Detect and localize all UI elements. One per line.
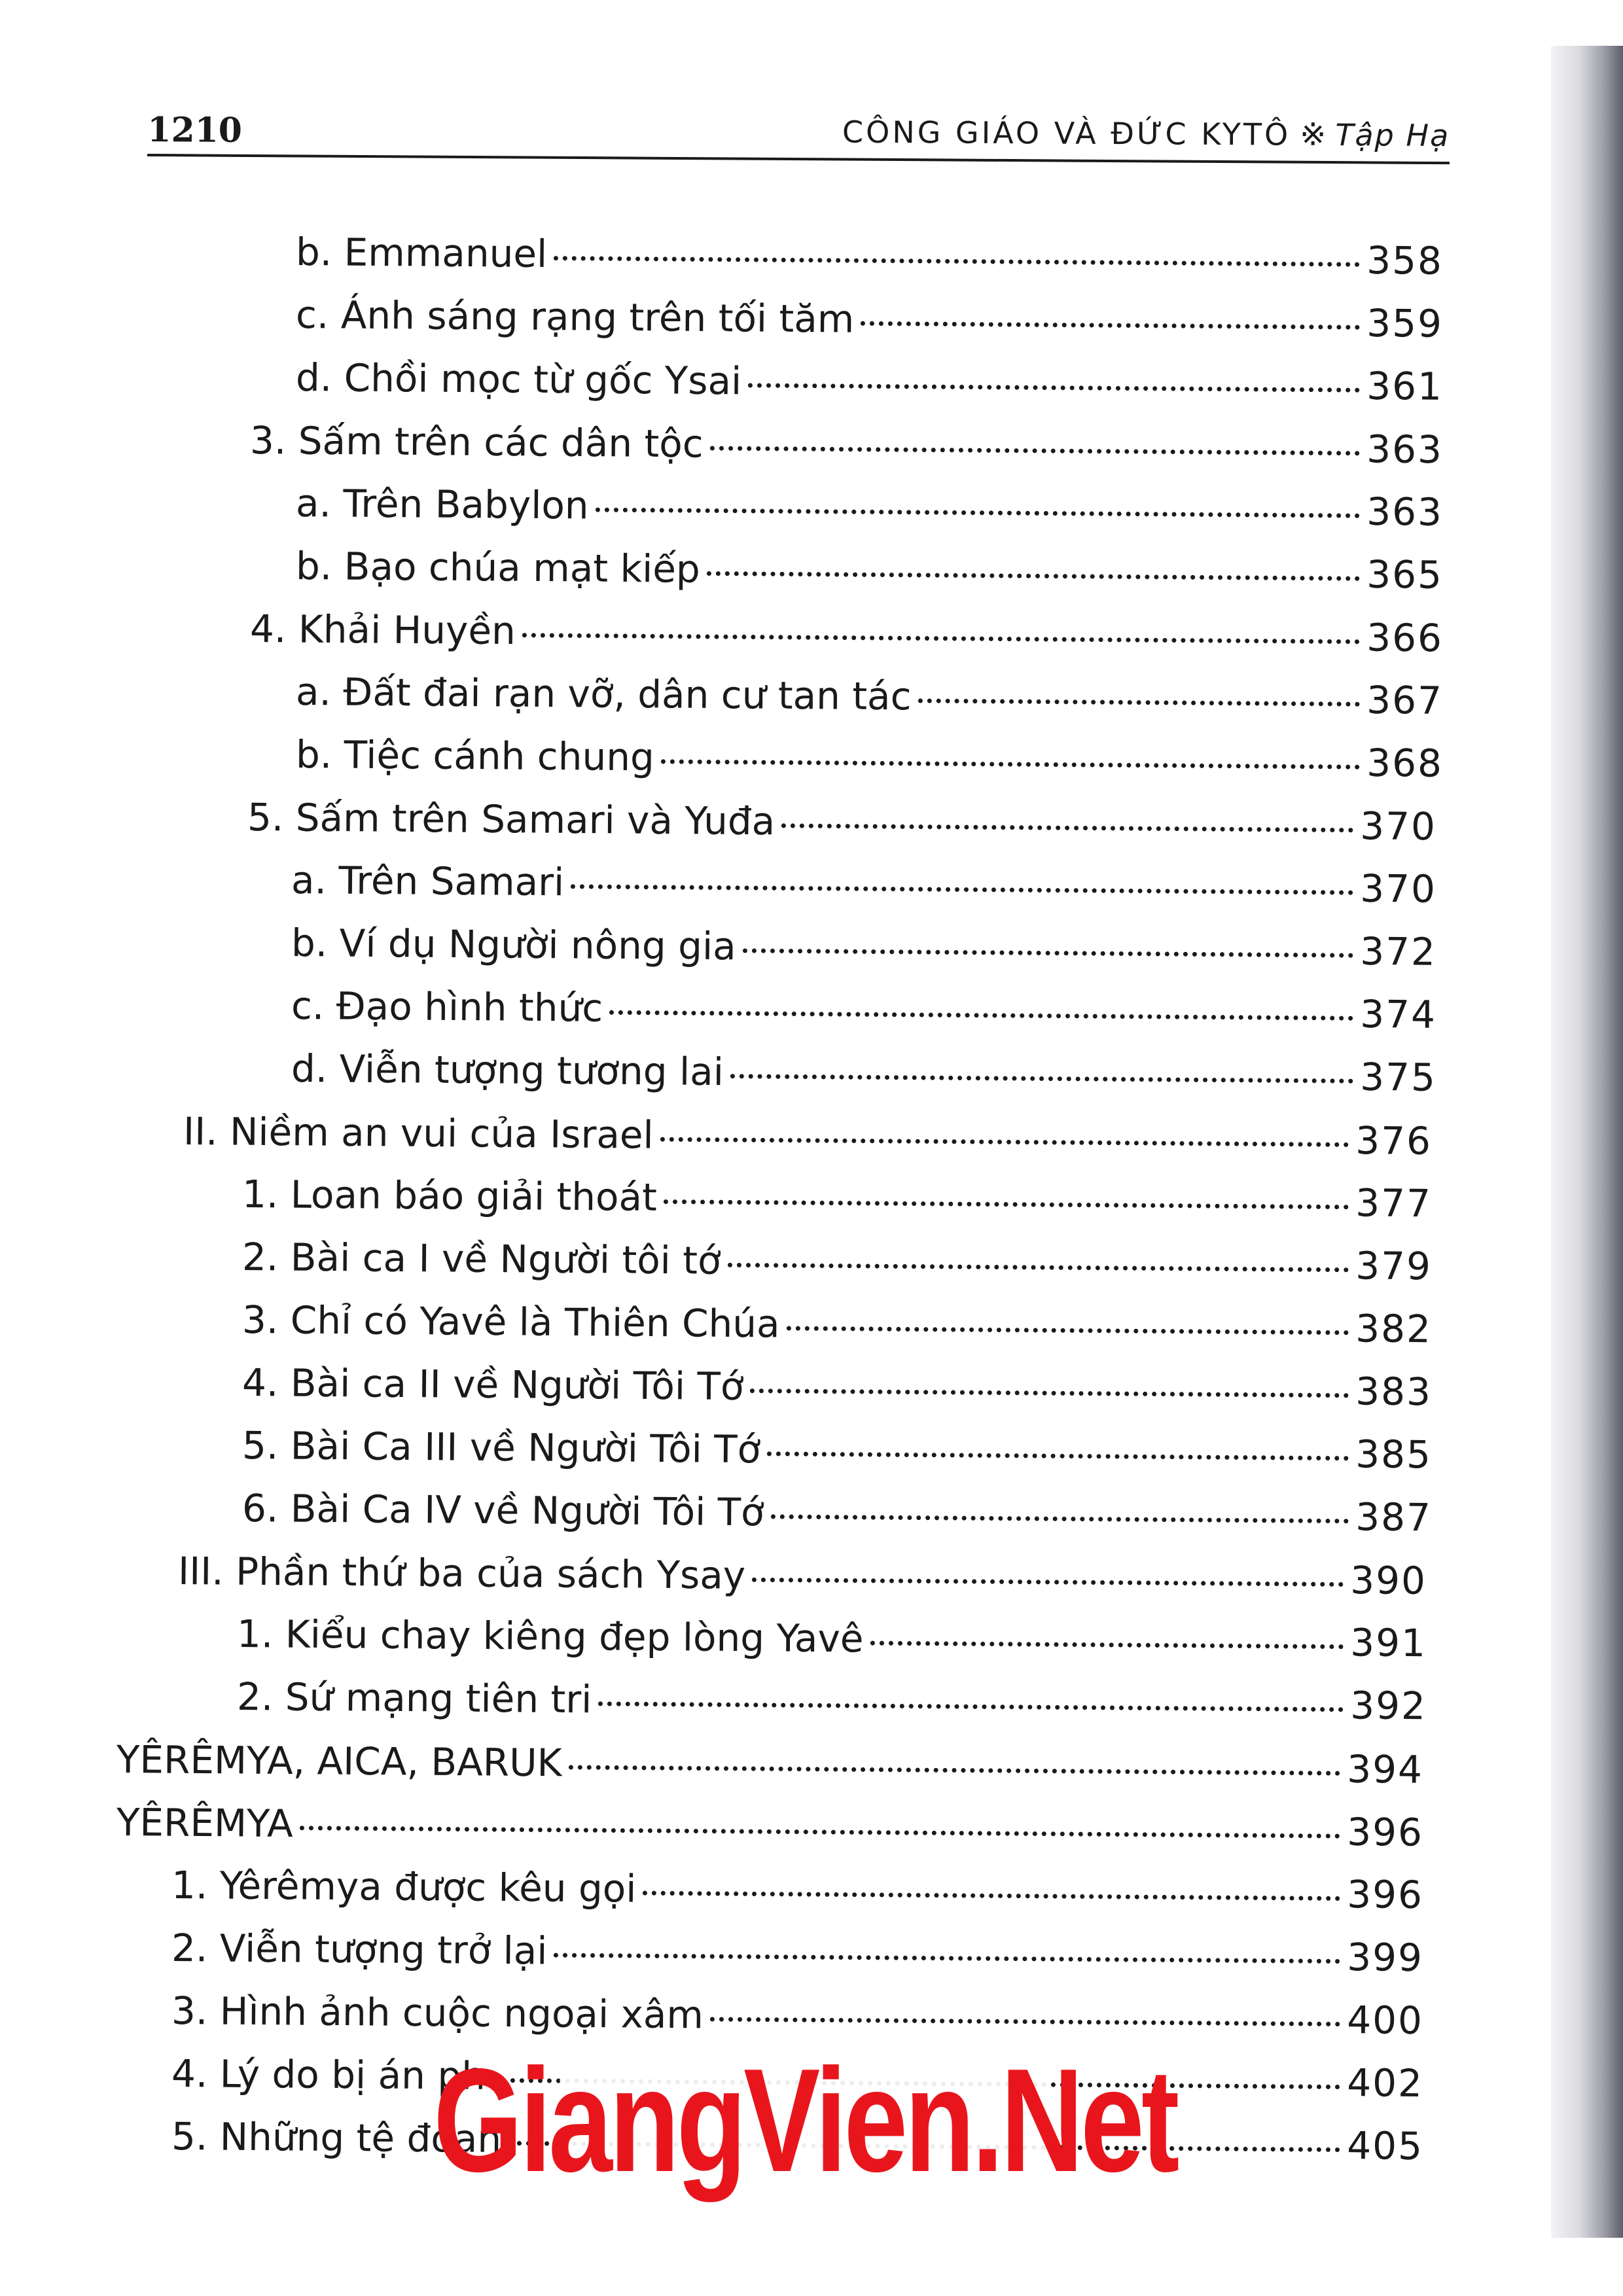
toc-entry-page: 402: [1346, 2060, 1424, 2106]
toc-entry: [242, 1168, 1433, 1229]
toc-entry-page: 374: [1359, 991, 1437, 1037]
toc-entry-page: 365: [1366, 552, 1444, 597]
toc-entry-title: c. Đạo hình thức: [291, 983, 603, 1031]
toc-entry-page: 405: [1346, 2123, 1424, 2169]
toc-entry-page: 394: [1346, 1746, 1424, 1792]
toc-entry-title: 2. Bài ca I về Người tôi tớ: [241, 1235, 721, 1283]
dot-leader: [781, 822, 1353, 832]
toc-entry: [242, 1482, 1433, 1544]
toc-entry-page: 370: [1359, 866, 1437, 911]
toc-entry: [242, 1419, 1433, 1481]
toc-entry: [250, 414, 1444, 476]
toc-entry: [291, 1042, 1437, 1104]
dot-leader: [522, 632, 1360, 644]
toc-entry: [242, 1231, 1433, 1292]
toc-entry: [296, 728, 1444, 790]
toc-entry-title: 4. Khải Huyền: [249, 607, 516, 654]
toc-entry-page: 375: [1359, 1054, 1437, 1100]
toc-entry-title: 3. Sấm trên các dân tộc: [249, 418, 704, 467]
toc-entry: [171, 1859, 1424, 1921]
toc-entry-title: III. Phần thứ ba của sách Ysay: [177, 1549, 746, 1598]
dot-leader: [609, 1010, 1353, 1021]
toc-entry-page: 396: [1346, 1809, 1424, 1855]
toc-entry-page: 363: [1366, 489, 1444, 535]
toc-entry: [247, 791, 1437, 853]
volume-label: Tập Hạ: [1335, 117, 1450, 154]
toc-entry-title: b. Ví dụ Người nông gia: [291, 921, 736, 969]
dot-leader: [767, 1451, 1349, 1460]
toc-entry-page: 377: [1355, 1180, 1433, 1226]
toc-entry-page: 370: [1359, 804, 1437, 849]
toc-entry-title: YÊRÊMYA: [116, 1800, 293, 1846]
toc-entry-title: 3. Hình ảnh cuộc ngoại xâm: [171, 1988, 704, 2038]
toc-entry-title: 3. Chỉ có Yavê là Thiên Chúa: [241, 1298, 780, 1347]
dot-leader: [661, 758, 1360, 769]
toc-entry-page: 361: [1366, 363, 1444, 409]
toc-entry-page: 382: [1355, 1306, 1433, 1352]
running-head: [842, 113, 1450, 154]
dot-leader: [787, 1326, 1349, 1335]
page-edge-shadow: [1551, 46, 1623, 2238]
toc-entry-page: 367: [1366, 677, 1444, 723]
dot-leader: [598, 1701, 1344, 1712]
toc-entry-title: c. Ánh sáng rạng trên tối tăm: [295, 292, 855, 342]
page-header: [147, 92, 1450, 164]
toc-entry: [116, 1796, 1424, 1859]
toc-entry: [296, 540, 1444, 601]
toc-entry-title: 2. Sứ mạng tiên tri: [236, 1674, 592, 1722]
toc-entry-title: 5. Sấm trên Samari và Yuđa: [247, 795, 776, 844]
toc-entry: [291, 854, 1437, 915]
toc-entry-page: 391: [1349, 1620, 1427, 1666]
dot-leader: [770, 1513, 1349, 1523]
ornament-icon: ※: [1299, 116, 1327, 154]
dot-leader: [861, 321, 1360, 330]
toc-entry: [296, 351, 1444, 413]
toc-entry-title: b. Bạo chúa mạt kiếp: [295, 544, 701, 592]
toc-entry: [242, 1294, 1433, 1355]
toc-entry-title: b. Emmanuel: [295, 230, 548, 277]
toc-entry-page: 363: [1366, 427, 1444, 472]
dot-leader: [707, 571, 1361, 581]
toc-entry-page: 383: [1355, 1369, 1433, 1415]
dot-leader: [743, 947, 1354, 957]
dot-leader: [750, 1388, 1349, 1398]
toc-entry: [237, 1670, 1427, 1732]
toc-entry-title: 6. Bài Ca IV về Người Tôi Tớ: [241, 1486, 764, 1535]
dot-leader: [554, 1952, 1340, 1964]
toc-entry-page: 392: [1349, 1683, 1427, 1729]
dot-leader: [664, 1199, 1349, 1209]
dot-leader: [727, 1262, 1349, 1272]
dot-leader: [300, 1825, 1341, 1838]
toc-entry-title: a. Trên Babylon: [295, 481, 589, 528]
toc-entry-title: II. Niềm an vui của Israel: [183, 1109, 654, 1157]
toc-entry-page: 390: [1349, 1558, 1427, 1603]
dot-leader: [752, 1577, 1344, 1587]
dot-leader: [643, 1890, 1340, 1901]
toc-entry-title: 2. Viễn tượng trở lại: [171, 1926, 548, 1973]
dot-leader: [870, 1640, 1344, 1650]
toc-entry: [296, 477, 1444, 539]
toc-entry-title: 4. Lý do bị án ph: [171, 2051, 486, 2098]
toc-entry: [242, 1356, 1433, 1418]
page-number: 1210: [147, 110, 243, 150]
toc-entry-page: 358: [1366, 238, 1444, 283]
dot-leader: [748, 382, 1360, 392]
toc-entry-page: 399: [1346, 1935, 1424, 1981]
toc-entry: [296, 665, 1444, 727]
toc-entry-title: 5. Bài Ca III về Người Tôi Tớ: [241, 1423, 761, 1472]
toc-entry-page: 366: [1366, 615, 1444, 661]
dot-leader: [596, 507, 1361, 518]
toc-entry-page: 359: [1366, 300, 1444, 346]
toc-entry: [250, 603, 1444, 664]
dot-leader: [554, 255, 1360, 267]
toc-entry-title: d. Viễn tượng tương lai: [291, 1046, 724, 1095]
toc-entry-title: d. Chồi mọc từ gốc Ysai: [295, 355, 742, 404]
toc-entry-page: 379: [1355, 1243, 1433, 1289]
toc-entry: [296, 289, 1444, 350]
dot-leader: [918, 698, 1360, 706]
toc-entry-title: a. Đất đai rạn vỡ, dân cư tan tác: [295, 669, 912, 719]
toc-entry-title: 4. Bài ca II về Người Tôi Tớ: [241, 1360, 744, 1409]
toc-entry-page: 368: [1366, 740, 1444, 786]
toc-entry-page: 385: [1355, 1432, 1433, 1477]
toc-entry-title: 5. Những tệ đoan: [171, 2114, 502, 2161]
toc-entry-title: 1. Loan báo giải thoát: [241, 1172, 658, 1220]
dot-leader: [730, 1073, 1353, 1083]
toc-entry-page: 372: [1359, 928, 1437, 974]
toc-entry-title: YÊRÊMYA, AICA, BARUK: [116, 1737, 562, 1786]
dot-leader: [710, 446, 1361, 456]
toc-entry: [291, 917, 1437, 978]
toc-entry-title: a. Trên Samari: [291, 858, 565, 905]
toc-entry-title: 1. Yêrêmya được kêu gọi: [171, 1863, 637, 1911]
toc-entry: [116, 1733, 1424, 1796]
toc-entry: [237, 1608, 1427, 1669]
toc-entry-page: 396: [1346, 1872, 1424, 1918]
toc-entry-title: 1. Kiểu chay kiêng đẹp lòng Yavê: [236, 1612, 864, 1661]
toc-entry-page: 400: [1346, 1998, 1424, 2043]
toc-entry: [178, 1545, 1427, 1607]
toc-entry-page: 387: [1355, 1494, 1433, 1540]
toc-entry: [291, 980, 1437, 1041]
dot-leader: [710, 2016, 1340, 2026]
book-title: CÔNG GIÁO VÀ ĐỨC KYTÔ: [842, 114, 1291, 152]
toc-entry: [183, 1105, 1433, 1167]
watermark: GiangVien.Net: [433, 2037, 1177, 2202]
toc-entry-page: 376: [1355, 1118, 1433, 1163]
toc-entry: [171, 1922, 1424, 1984]
dot-leader: [571, 883, 1353, 894]
dot-leader: [569, 1764, 1341, 1775]
toc-entry-title: b. Tiệc cánh chung: [295, 732, 655, 780]
toc-entry: [296, 226, 1444, 287]
dot-leader: [660, 1137, 1349, 1147]
